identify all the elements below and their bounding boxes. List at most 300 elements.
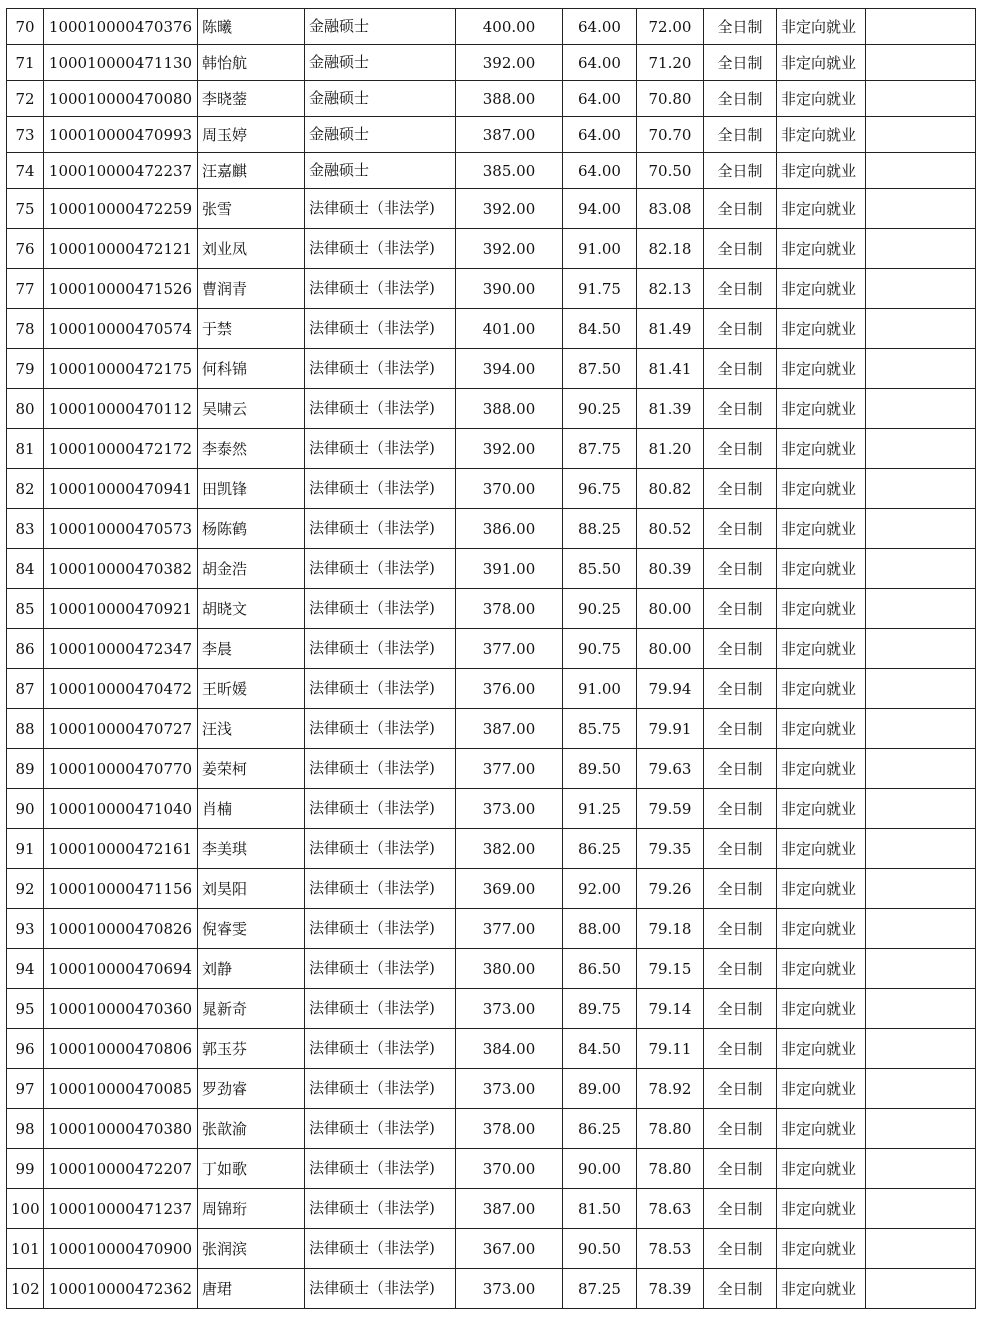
cell-employment-type: 非定向就业 [777, 81, 866, 117]
cell-major: 金融硕士 [305, 117, 456, 153]
cell-candidate-id: 100010000471040 [44, 789, 198, 829]
cell-candidate-id: 100010000470472 [44, 669, 198, 709]
cell-retest-score: 92.00 [563, 869, 637, 909]
cell-major: 法律硕士（非法学) [305, 989, 456, 1029]
cell-total-score: 71.20 [637, 45, 704, 81]
cell-study-mode: 全日制 [704, 829, 777, 869]
cell-remark [866, 349, 976, 389]
cell-total-score: 79.59 [637, 789, 704, 829]
cell-employment-type: 非定向就业 [777, 549, 866, 589]
cell-major: 法律硕士（非法学) [305, 189, 456, 229]
cell-seq: 86 [7, 629, 44, 669]
cell-employment-type: 非定向就业 [777, 749, 866, 789]
cell-employment-type: 非定向就业 [777, 669, 866, 709]
cell-study-mode: 全日制 [704, 549, 777, 589]
cell-candidate-id: 100010000470826 [44, 909, 198, 949]
cell-employment-type: 非定向就业 [777, 1229, 866, 1269]
cell-major: 法律硕士（非法学) [305, 869, 456, 909]
cell-retest-score: 88.25 [563, 509, 637, 549]
cell-remark [866, 229, 976, 269]
cell-initial-score: 369.00 [456, 869, 563, 909]
cell-study-mode: 全日制 [704, 189, 777, 229]
cell-seq: 89 [7, 749, 44, 789]
cell-employment-type: 非定向就业 [777, 1109, 866, 1149]
cell-retest-score: 87.25 [563, 1269, 637, 1309]
cell-candidate-id: 100010000472259 [44, 189, 198, 229]
cell-candidate-id: 100010000472121 [44, 229, 198, 269]
cell-initial-score: 392.00 [456, 429, 563, 469]
cell-name: 韩怡航 [198, 45, 305, 81]
cell-seq: 70 [7, 9, 44, 45]
cell-remark [866, 309, 976, 349]
cell-name: 刘业凤 [198, 229, 305, 269]
cell-total-score: 78.53 [637, 1229, 704, 1269]
cell-study-mode: 全日制 [704, 789, 777, 829]
cell-seq: 75 [7, 189, 44, 229]
cell-retest-score: 90.00 [563, 1149, 637, 1189]
cell-study-mode: 全日制 [704, 589, 777, 629]
cell-initial-score: 391.00 [456, 549, 563, 589]
cell-employment-type: 非定向就业 [777, 429, 866, 469]
cell-major: 法律硕士（非法学) [305, 789, 456, 829]
cell-employment-type: 非定向就业 [777, 509, 866, 549]
cell-remark [866, 709, 976, 749]
cell-seq: 85 [7, 589, 44, 629]
cell-remark [866, 869, 976, 909]
table-row [7, 189, 976, 229]
cell-remark [866, 1229, 976, 1269]
cell-total-score: 78.80 [637, 1149, 704, 1189]
table-row [7, 789, 976, 829]
cell-retest-score: 91.25 [563, 789, 637, 829]
cell-total-score: 79.63 [637, 749, 704, 789]
cell-employment-type: 非定向就业 [777, 949, 866, 989]
cell-study-mode: 全日制 [704, 1149, 777, 1189]
cell-major: 法律硕士（非法学) [305, 549, 456, 589]
table-row [7, 389, 976, 429]
cell-name: 曹润青 [198, 269, 305, 309]
cell-study-mode: 全日制 [704, 1269, 777, 1309]
cell-remark [866, 1029, 976, 1069]
table-row [7, 81, 976, 117]
cell-study-mode: 全日制 [704, 989, 777, 1029]
cell-major: 法律硕士（非法学) [305, 1149, 456, 1189]
cell-major: 法律硕士（非法学) [305, 949, 456, 989]
cell-total-score: 79.91 [637, 709, 704, 749]
cell-name: 胡晓文 [198, 589, 305, 629]
cell-initial-score: 386.00 [456, 509, 563, 549]
cell-candidate-id: 100010000470376 [44, 9, 198, 45]
cell-name: 何科锦 [198, 349, 305, 389]
cell-retest-score: 84.50 [563, 309, 637, 349]
cell-study-mode: 全日制 [704, 429, 777, 469]
cell-major: 法律硕士（非法学) [305, 269, 456, 309]
cell-employment-type: 非定向就业 [777, 789, 866, 829]
cell-remark [866, 829, 976, 869]
cell-seq: 76 [7, 229, 44, 269]
cell-seq: 83 [7, 509, 44, 549]
cell-candidate-id: 100010000472175 [44, 349, 198, 389]
cell-remark [866, 153, 976, 189]
table-row [7, 829, 976, 869]
cell-candidate-id: 100010000470900 [44, 1229, 198, 1269]
cell-major: 金融硕士 [305, 45, 456, 81]
cell-retest-score: 64.00 [563, 81, 637, 117]
cell-total-score: 80.82 [637, 469, 704, 509]
cell-retest-score: 96.75 [563, 469, 637, 509]
cell-candidate-id: 100010000470112 [44, 389, 198, 429]
cell-initial-score: 370.00 [456, 469, 563, 509]
cell-major: 法律硕士（非法学) [305, 389, 456, 429]
cell-initial-score: 373.00 [456, 1269, 563, 1309]
cell-total-score: 79.35 [637, 829, 704, 869]
cell-initial-score: 377.00 [456, 909, 563, 949]
cell-retest-score: 64.00 [563, 45, 637, 81]
cell-candidate-id: 100010000470993 [44, 117, 198, 153]
cell-name: 唐珺 [198, 1269, 305, 1309]
cell-seq: 81 [7, 429, 44, 469]
cell-initial-score: 373.00 [456, 789, 563, 829]
cell-employment-type: 非定向就业 [777, 229, 866, 269]
cell-retest-score: 87.50 [563, 349, 637, 389]
cell-study-mode: 全日制 [704, 669, 777, 709]
cell-seq: 91 [7, 829, 44, 869]
cell-remark [866, 389, 976, 429]
cell-employment-type: 非定向就业 [777, 909, 866, 949]
cell-remark [866, 1149, 976, 1189]
cell-retest-score: 81.50 [563, 1189, 637, 1229]
cell-major: 法律硕士（非法学) [305, 589, 456, 629]
cell-total-score: 79.14 [637, 989, 704, 1029]
cell-initial-score: 388.00 [456, 81, 563, 117]
cell-major: 法律硕士（非法学) [305, 1189, 456, 1229]
cell-retest-score: 89.75 [563, 989, 637, 1029]
table-row [7, 117, 976, 153]
cell-remark [866, 1269, 976, 1309]
cell-candidate-id: 100010000472172 [44, 429, 198, 469]
cell-remark [866, 1189, 976, 1229]
cell-remark [866, 9, 976, 45]
table-row [7, 153, 976, 189]
cell-candidate-id: 100010000472207 [44, 1149, 198, 1189]
cell-major: 法律硕士（非法学) [305, 1029, 456, 1069]
cell-study-mode: 全日制 [704, 1029, 777, 1069]
cell-employment-type: 非定向就业 [777, 349, 866, 389]
cell-initial-score: 380.00 [456, 949, 563, 989]
cell-seq: 74 [7, 153, 44, 189]
cell-total-score: 80.39 [637, 549, 704, 589]
cell-candidate-id: 100010000471237 [44, 1189, 198, 1229]
cell-remark [866, 629, 976, 669]
cell-initial-score: 373.00 [456, 989, 563, 1029]
cell-candidate-id: 100010000470382 [44, 549, 198, 589]
cell-remark [866, 1069, 976, 1109]
cell-retest-score: 91.75 [563, 269, 637, 309]
cell-total-score: 78.63 [637, 1189, 704, 1229]
cell-seq: 101 [7, 1229, 44, 1269]
cell-remark [866, 45, 976, 81]
cell-name: 晁新奇 [198, 989, 305, 1029]
cell-initial-score: 387.00 [456, 1189, 563, 1229]
cell-employment-type: 非定向就业 [777, 269, 866, 309]
cell-retest-score: 84.50 [563, 1029, 637, 1069]
cell-initial-score: 401.00 [456, 309, 563, 349]
cell-total-score: 81.41 [637, 349, 704, 389]
cell-employment-type: 非定向就业 [777, 153, 866, 189]
cell-total-score: 83.08 [637, 189, 704, 229]
cell-retest-score: 88.00 [563, 909, 637, 949]
cell-employment-type: 非定向就业 [777, 829, 866, 869]
cell-total-score: 82.18 [637, 229, 704, 269]
cell-study-mode: 全日制 [704, 349, 777, 389]
cell-candidate-id: 100010000470085 [44, 1069, 198, 1109]
cell-employment-type: 非定向就业 [777, 709, 866, 749]
table-row [7, 1229, 976, 1269]
table-row [7, 1189, 976, 1229]
cell-initial-score: 387.00 [456, 117, 563, 153]
cell-name: 李晨 [198, 629, 305, 669]
cell-total-score: 80.00 [637, 589, 704, 629]
cell-seq: 80 [7, 389, 44, 429]
cell-initial-score: 400.00 [456, 9, 563, 45]
cell-employment-type: 非定向就业 [777, 389, 866, 429]
cell-study-mode: 全日制 [704, 949, 777, 989]
table-row [7, 869, 976, 909]
cell-candidate-id: 100010000470921 [44, 589, 198, 629]
cell-retest-score: 64.00 [563, 9, 637, 45]
table-row [7, 1149, 976, 1189]
cell-remark [866, 189, 976, 229]
cell-study-mode: 全日制 [704, 629, 777, 669]
cell-study-mode: 全日制 [704, 1069, 777, 1109]
cell-seq: 88 [7, 709, 44, 749]
cell-name: 李美琪 [198, 829, 305, 869]
cell-name: 张雪 [198, 189, 305, 229]
cell-retest-score: 85.50 [563, 549, 637, 589]
cell-study-mode: 全日制 [704, 9, 777, 45]
cell-seq: 90 [7, 789, 44, 829]
cell-employment-type: 非定向就业 [777, 469, 866, 509]
cell-seq: 93 [7, 909, 44, 949]
cell-retest-score: 64.00 [563, 117, 637, 153]
cell-remark [866, 469, 976, 509]
cell-major: 法律硕士（非法学) [305, 509, 456, 549]
cell-candidate-id: 100010000472362 [44, 1269, 198, 1309]
cell-candidate-id: 100010000472237 [44, 153, 198, 189]
cell-retest-score: 91.00 [563, 229, 637, 269]
cell-remark [866, 789, 976, 829]
cell-candidate-id: 100010000470694 [44, 949, 198, 989]
cell-name: 胡金浩 [198, 549, 305, 589]
cell-initial-score: 385.00 [456, 153, 563, 189]
cell-total-score: 70.70 [637, 117, 704, 153]
cell-study-mode: 全日制 [704, 269, 777, 309]
cell-initial-score: 370.00 [456, 1149, 563, 1189]
cell-total-score: 81.20 [637, 429, 704, 469]
cell-initial-score: 367.00 [456, 1229, 563, 1269]
cell-major: 法律硕士（非法学) [305, 909, 456, 949]
cell-name: 肖楠 [198, 789, 305, 829]
cell-total-score: 78.39 [637, 1269, 704, 1309]
cell-total-score: 79.18 [637, 909, 704, 949]
cell-study-mode: 全日制 [704, 45, 777, 81]
cell-study-mode: 全日制 [704, 509, 777, 549]
cell-seq: 94 [7, 949, 44, 989]
cell-study-mode: 全日制 [704, 709, 777, 749]
cell-remark [866, 549, 976, 589]
table-row [7, 629, 976, 669]
cell-seq: 97 [7, 1069, 44, 1109]
cell-name: 周玉婷 [198, 117, 305, 153]
cell-major: 金融硕士 [305, 153, 456, 189]
cell-remark [866, 429, 976, 469]
cell-major: 法律硕士（非法学) [305, 829, 456, 869]
cell-total-score: 78.80 [637, 1109, 704, 1149]
cell-seq: 78 [7, 309, 44, 349]
cell-major: 法律硕士（非法学) [305, 429, 456, 469]
cell-study-mode: 全日制 [704, 909, 777, 949]
cell-candidate-id: 100010000470941 [44, 469, 198, 509]
cell-seq: 84 [7, 549, 44, 589]
cell-seq: 96 [7, 1029, 44, 1069]
cell-name: 王昕媛 [198, 669, 305, 709]
table-row [7, 909, 976, 949]
cell-study-mode: 全日制 [704, 389, 777, 429]
table-row [7, 749, 976, 789]
cell-total-score: 78.92 [637, 1069, 704, 1109]
cell-major: 法律硕士（非法学) [305, 1269, 456, 1309]
cell-seq: 82 [7, 469, 44, 509]
cell-total-score: 79.11 [637, 1029, 704, 1069]
cell-employment-type: 非定向就业 [777, 189, 866, 229]
cell-total-score: 80.52 [637, 509, 704, 549]
cell-name: 罗劲睿 [198, 1069, 305, 1109]
cell-study-mode: 全日制 [704, 81, 777, 117]
cell-remark [866, 1109, 976, 1149]
cell-total-score: 70.80 [637, 81, 704, 117]
cell-major: 法律硕士（非法学) [305, 309, 456, 349]
cell-employment-type: 非定向就业 [777, 1269, 866, 1309]
cell-employment-type: 非定向就业 [777, 1029, 866, 1069]
cell-study-mode: 全日制 [704, 309, 777, 349]
cell-remark [866, 909, 976, 949]
cell-initial-score: 373.00 [456, 1069, 563, 1109]
cell-study-mode: 全日制 [704, 1229, 777, 1269]
cell-retest-score: 89.00 [563, 1069, 637, 1109]
table-row [7, 549, 976, 589]
cell-retest-score: 94.00 [563, 189, 637, 229]
cell-seq: 87 [7, 669, 44, 709]
cell-seq: 77 [7, 269, 44, 309]
cell-seq: 100 [7, 1189, 44, 1229]
table-row [7, 45, 976, 81]
cell-name: 张歆渝 [198, 1109, 305, 1149]
cell-employment-type: 非定向就业 [777, 9, 866, 45]
cell-name: 张润滨 [198, 1229, 305, 1269]
cell-name: 陈曦 [198, 9, 305, 45]
cell-major: 法律硕士（非法学) [305, 1229, 456, 1269]
cell-retest-score: 87.75 [563, 429, 637, 469]
cell-major: 法律硕士（非法学) [305, 1069, 456, 1109]
table-row [7, 9, 976, 45]
table-row [7, 469, 976, 509]
cell-study-mode: 全日制 [704, 229, 777, 269]
table-row [7, 229, 976, 269]
table-body [7, 9, 976, 1309]
cell-name: 吴啸云 [198, 389, 305, 429]
cell-initial-score: 394.00 [456, 349, 563, 389]
cell-initial-score: 392.00 [456, 45, 563, 81]
cell-candidate-id: 100010000470727 [44, 709, 198, 749]
cell-retest-score: 86.25 [563, 829, 637, 869]
cell-remark [866, 81, 976, 117]
cell-initial-score: 377.00 [456, 629, 563, 669]
cell-initial-score: 387.00 [456, 709, 563, 749]
cell-name: 刘昊阳 [198, 869, 305, 909]
cell-name: 刘静 [198, 949, 305, 989]
table-row [7, 1269, 976, 1309]
cell-initial-score: 392.00 [456, 189, 563, 229]
cell-total-score: 79.26 [637, 869, 704, 909]
cell-initial-score: 388.00 [456, 389, 563, 429]
table-row [7, 669, 976, 709]
cell-initial-score: 378.00 [456, 589, 563, 629]
cell-employment-type: 非定向就业 [777, 45, 866, 81]
table-row [7, 1069, 976, 1109]
cell-major: 法律硕士（非法学) [305, 669, 456, 709]
cell-name: 于禁 [198, 309, 305, 349]
cell-retest-score: 90.75 [563, 629, 637, 669]
cell-name: 汪浅 [198, 709, 305, 749]
cell-name: 杨陈鹤 [198, 509, 305, 549]
cell-candidate-id: 100010000472161 [44, 829, 198, 869]
cell-retest-score: 85.75 [563, 709, 637, 749]
cell-initial-score: 384.00 [456, 1029, 563, 1069]
table-row [7, 709, 976, 749]
cell-remark [866, 509, 976, 549]
cell-study-mode: 全日制 [704, 1189, 777, 1229]
cell-remark [866, 269, 976, 309]
table-row [7, 309, 976, 349]
cell-employment-type: 非定向就业 [777, 989, 866, 1029]
cell-initial-score: 377.00 [456, 749, 563, 789]
cell-candidate-id: 100010000471130 [44, 45, 198, 81]
table-row [7, 1029, 976, 1069]
cell-name: 郭玉芬 [198, 1029, 305, 1069]
cell-initial-score: 392.00 [456, 229, 563, 269]
cell-remark [866, 749, 976, 789]
cell-seq: 72 [7, 81, 44, 117]
cell-initial-score: 382.00 [456, 829, 563, 869]
cell-seq: 98 [7, 1109, 44, 1149]
cell-total-score: 72.00 [637, 9, 704, 45]
cell-name: 李晓蓥 [198, 81, 305, 117]
cell-name: 汪嘉麒 [198, 153, 305, 189]
cell-candidate-id: 100010000472347 [44, 629, 198, 669]
cell-seq: 95 [7, 989, 44, 1029]
cell-employment-type: 非定向就业 [777, 589, 866, 629]
cell-retest-score: 86.50 [563, 949, 637, 989]
table-row [7, 349, 976, 389]
cell-retest-score: 90.50 [563, 1229, 637, 1269]
cell-candidate-id: 100010000470380 [44, 1109, 198, 1149]
cell-total-score: 81.49 [637, 309, 704, 349]
cell-major: 法律硕士（非法学) [305, 469, 456, 509]
cell-retest-score: 90.25 [563, 389, 637, 429]
cell-name: 倪睿雯 [198, 909, 305, 949]
table-row [7, 269, 976, 309]
cell-candidate-id: 100010000470360 [44, 989, 198, 1029]
